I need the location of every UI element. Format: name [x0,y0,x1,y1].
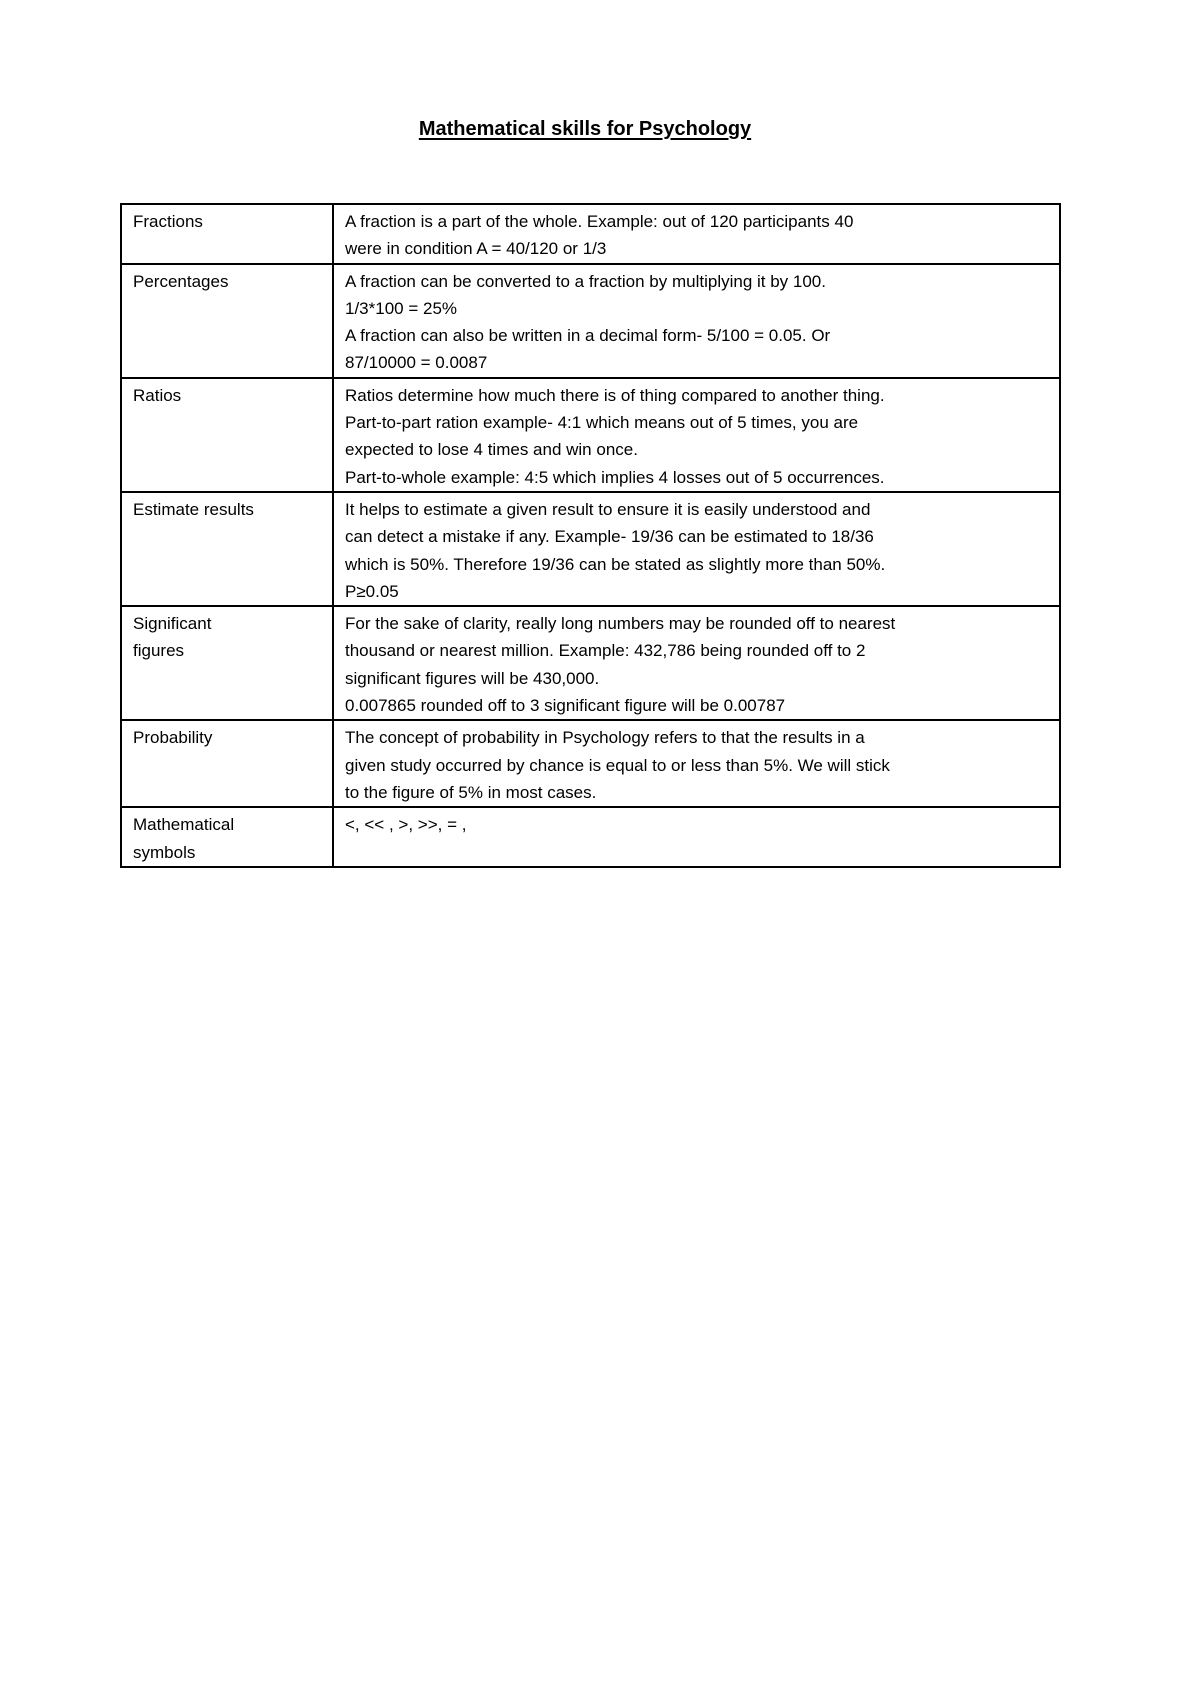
table-row [121,606,1060,720]
description-line: Ratios determine how much there is of thing compared to another thing. [345,385,885,405]
description-cell [333,807,1060,867]
description-line: For the sake of clarity, really long numbers may be rounded off to nearest [345,614,896,634]
description-cell [333,720,1060,807]
description-line: The concept of probability in Psychology refers to that the results in a [345,728,865,748]
description-line: significant figures will be 430,000. [345,668,600,688]
description-line: which is 50%. Therefore 19/36 can be stated as slightly more than 50%. [345,554,886,574]
topic-text: Probability [133,728,213,748]
description-cell [333,606,1060,720]
description-cell [333,378,1060,492]
description-line: 1/3*100 = 25% [345,298,458,318]
topic-text: symbols [133,842,196,862]
description-line: Part-to-part ration example- 4:1 which means out of 5 times, you are [345,413,859,433]
description-cell [333,492,1060,606]
description-line: <, << , >, >>, = , [345,815,467,835]
topic-cell [121,492,333,606]
topic-text: Significant [133,614,212,634]
table-row [121,720,1060,807]
topic-cell [121,720,333,807]
table-row [121,264,1060,378]
topic-text: Percentages [133,271,229,291]
topic-text: Estimate results [133,499,254,519]
topic-cell [121,606,333,720]
skills-table [120,203,1061,868]
description-line: A fraction is a part of the whole. Example: out of 120 participants 40 [345,212,854,231]
topic-cell [121,378,333,492]
topic-text: figures [133,641,185,661]
topic-text: Mathematical [133,815,235,835]
topic-cell [121,264,333,378]
description-line: A fraction can be converted to a fraction by multiplying it by 100. [345,271,826,291]
description-cell [333,264,1060,378]
description-line: Part-to-whole example: 4:5 which implies 4 losses out of 5 occurrences. [345,467,885,487]
table-row [121,807,1060,867]
table-row [121,492,1060,606]
description-line: were in condition A = 40/120 or 1/3 [345,239,607,259]
description-line: to the figure of 5% in most cases. [345,782,597,802]
document-title: Mathematical skills for Psychology [418,118,752,140]
description-line: P≥0.05 [345,581,399,601]
description-line: expected to lose 4 times and win once. [345,440,638,460]
topic-text: Fractions [133,212,203,231]
description-line: can detect a mistake if any. Example- 19/36 can be estimated to 18/36 [345,527,874,547]
table-row [121,378,1060,492]
description-cell [333,204,1060,264]
description-line: It helps to estimate a given result to ensure it is easily understood and [345,499,871,519]
topic-cell [121,204,333,264]
table-row [121,204,1060,264]
description-line: 0.007865 rounded off to 3 significant figure will be 0.00787 [345,696,786,716]
topic-text: Ratios [133,385,182,405]
description-line: A fraction can also be written in a decimal form- 5/100 = 0.05. Or [345,326,831,346]
description-line: thousand or nearest million. Example: 432,786 being rounded off to 2 [345,641,866,661]
description-line: 87/10000 = 0.0087 [345,353,488,373]
description-line: given study occurred by chance is equal to or less than 5%. We will stick [345,755,890,775]
topic-cell [121,807,333,867]
